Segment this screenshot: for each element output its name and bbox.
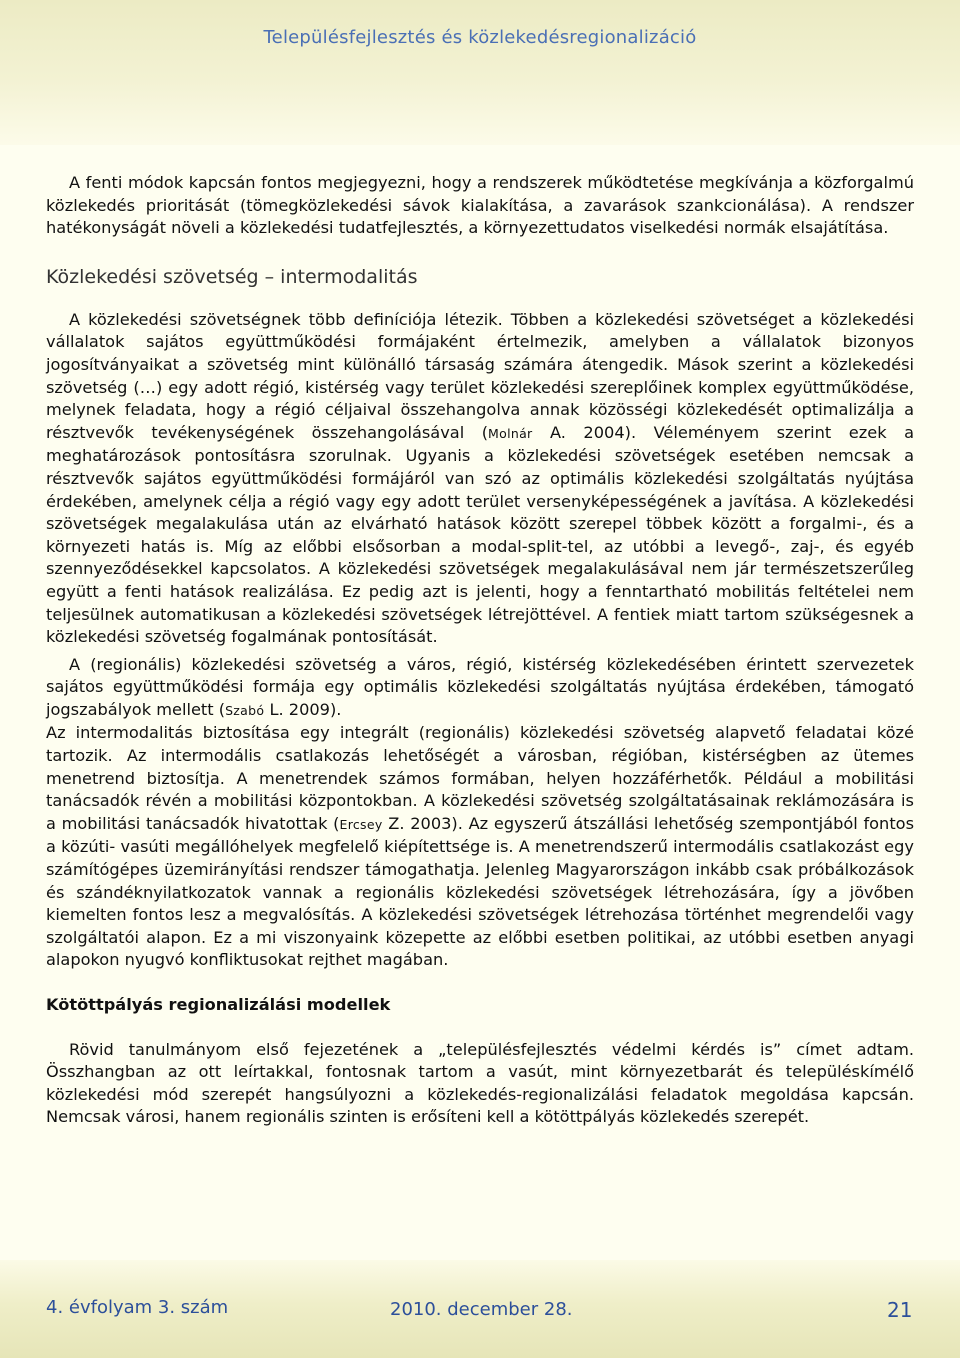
page-number: 21 <box>887 1298 913 1322</box>
paragraph-intermodality-part1: Az intermodalitás biztosítása egy integrált (regionális) közlekedési szövetség alapvető feladatai közé tartozik. Az intermodális csatlakozás lehetőségét a városban, régióban, kistérségben az ütemes menetrend biztosítja. A menetrendek számos formában, helyen hozzáférhetők. Például a mobilitási tanácsadók révén a mobilitási központokban. A közlekedési szövetség szolgáltatásainak reklámozására is a mobilitási tanácsadók hivatottak ( <box>46 723 914 833</box>
paragraph-rail: Rövid tanulmányom első fejezetének a „településfejlesztés védelmi kérdés is” címet adtam. Összhangban az ott leírtakkal, fontosnak tartom a vasút, mint környezetbarát és településkímélő közlekedési mód szerepét hangsúlyozni a közlekedés-regionalizálási feladatok megoldása kapcsán. Nemcsak városi, hanem regionális szinten is erősíteni kell a kötöttpályás közlekedés szerepét. <box>46 1039 914 1127</box>
citation-author-szabo: Szabó <box>225 702 265 718</box>
section-heading: Közlekedési szövetség – intermodalitás <box>46 265 418 288</box>
footer-date: 2010. december 28. <box>390 1299 573 1320</box>
paragraph-intro: A fenti módok kapcsán fontos megjegyezni, hogy a rendszerek működtetése megkívánja a közforgalmú közlekedés prioritását (tömegközlekedési sávok kialakítása, a zavarások szankcionálása). A rendszer hatékonyságát növeli a közlekedési tudatfejlesztés, a környezettudatos viselkedési normák elsajátítása. <box>46 173 914 238</box>
paragraph-regional-definition-part1: A (regionális) közlekedési szövetség a város, régió, kistérség közlekedésében érintett szervezetek sajátos együttműködési formája egy optimális közlekedési szolgáltatás nyújtása érdekében, támogató jogszabályok mellett ( <box>46 654 914 719</box>
paragraph-intermodality <box>46 722 914 972</box>
header-band <box>0 0 960 145</box>
subsection-heading: Kötöttpályás regionalizálási modellek <box>46 995 391 1014</box>
page-body <box>46 172 914 1129</box>
paragraph-regional-definition-part2: L. 2009). <box>264 699 342 719</box>
citation-author-ercsey: Ercsey <box>339 816 383 832</box>
paragraph-definitions-part1: A közlekedési szövetségnek több definíciója létezik. Többen a közlekedési szövetséget a közlekedési vállalatok sajátos együttműködési formájaként értelmezik, amelyben a vállalatok bizonyos jogosítványaikat a szövetség mint különálló társaság számára átengedik. Mások szerint a közlekedési szövetség (…) egy adott régió, kistérség vagy terület közlekedési szereplőinek komplex együttműködése, melynek feladata, hogy a régió céljaival összehangolva annak közösségi közlekedését optimalizálja a résztvevők tevékenységének összehangolásával ( <box>46 309 914 442</box>
running-header-title: Településfejlesztés és közlekedésregionalizáció <box>263 27 697 48</box>
paragraph-definitions-part2: A. 2004). Véleményem szerint ezek a meghatározások pontosításra szorulnak. Ugyanis a közlekedési szövetségek esetében nemcsak a résztvevők sajátos együttműködési formájáról van szó az optimális közlekedési szolgáltatás nyújtása érdekében, amelynek célja a régió vagy egy adott terület versenyképességének a javítása. A közlekedési szövetségek megalakulása után az elvárható hatások között szerepel többek között a forgalmi-, és a környezeti hatás is. Míg az előbbi elsősorban a modal-split-tel, az utóbbi a levegő-, zaj-, és egyéb szennyeződésekkel kapcsolatos. A közlekedési szövetségek megalakulásával nem jár természetszerűleg együtt a fenti hatások realizálása. Ez pedig azt is jelenti, hogy a fenntartható mobilitás feltételei nem teljesülnek automatikusan a közlekedési szövetségek létrejöttével. A fentiek miatt tartom szükségesnek a közlekedési szövetség fogalmának pontosítását. <box>46 422 914 647</box>
footer-volume: 4. évfolyam 3. szám <box>46 1297 229 1318</box>
paragraph-regional-definition <box>46 654 914 723</box>
paragraph-intermodality-part2: Z. 2003). Az egyszerű átszállási lehetőség szempontjából fontos a közúti- vasúti megállóhelyek megfelelő kiépítettsége is. A menetrendszerű intermodális csatlakozást egy számítógépes üzemirányítási rendszer támogathatja. Jelenleg Magyarországon inkább csak próbálkozások és szándéknyilatkozatok vannak a regionális közlekedési szövetségek létrehozására, így a jövőben kiemelten fontos lesz a megvalósítás. A közlekedési szövetségek létrehozása történhet megrendelői vagy szolgáltatói alapon. Ez a mi viszonyaink közepette az előbbi esetben politikai, az utóbbi esetben anyagi alapokon nyugvó konfliktusokat rejthet magában. <box>46 813 915 970</box>
citation-author-molnar: Molnár <box>488 425 533 441</box>
paragraph-definitions <box>46 309 914 649</box>
